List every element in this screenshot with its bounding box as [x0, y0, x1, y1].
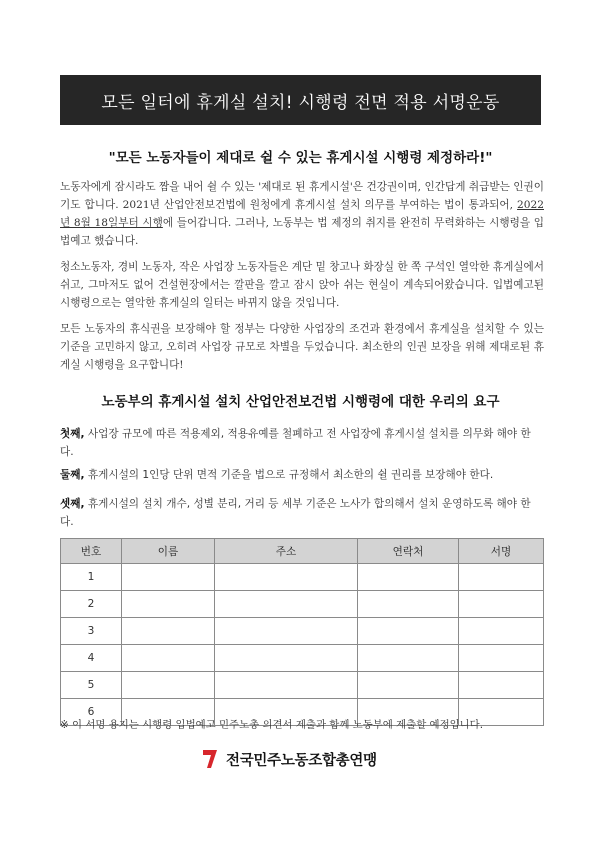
signature-table — [60, 538, 544, 726]
name-cell[interactable] — [122, 672, 215, 699]
table-row — [61, 672, 544, 699]
intro-paragraph-3: 모든 노동자의 휴식권을 보장해야 할 정부는 다양한 사업장의 조건과 환경에서 휴게실을 설치할 수 있는 기준을 고민하지 않고, 오히려 사업장 규모로 차별을 두었습니다. 최소한의 인권 보장을 위해 제대로된 휴게실 시행령을 요구합니다! — [60, 323, 544, 371]
address-cell[interactable] — [215, 645, 358, 672]
demand-label: 둘째, — [60, 469, 85, 481]
intro-paragraph-2: 청소노동자, 경비 노동자, 작은 사업장 노동자들은 계단 밑 창고나 화장실 한 쪽 구석인 열악한 휴게실에서 쉬고, 그마저도 없어 건설현장에서는 깔판을 깔고 잠시 앉아 쉬는 현실이 계속되어왔습니다. 입법예고된 시행령으로는 열악한 휴게실의 일터는 바뀌지 않을 것입니다. — [60, 261, 544, 309]
demand-label: 셋째, — [60, 498, 85, 510]
name-cell[interactable] — [122, 564, 215, 591]
row-number: 5 — [61, 672, 122, 699]
demand-label: 첫째, — [60, 428, 85, 440]
subtitle: "모든 노동자들이 제대로 쉴 수 있는 휴게시설 시행령 제정하라!" — [108, 150, 493, 166]
table-header-row — [61, 539, 544, 564]
contact-cell[interactable] — [358, 645, 459, 672]
demands-heading: 노동부의 휴게시설 설치 산업안전보건법 시행령에 대한 우리의 요구 — [101, 394, 500, 410]
contact-cell[interactable] — [358, 672, 459, 699]
col-header-name: 이름 — [122, 539, 215, 564]
signature-cell[interactable] — [459, 591, 544, 618]
table-row — [61, 564, 544, 591]
address-cell[interactable] — [215, 591, 358, 618]
contact-cell[interactable] — [358, 564, 459, 591]
row-number: 4 — [61, 645, 122, 672]
demand-item-3 — [60, 495, 544, 531]
address-cell[interactable] — [215, 564, 358, 591]
kctu-logo-icon — [200, 748, 220, 770]
row-number: 6 — [61, 699, 122, 726]
signature-cell[interactable] — [459, 672, 544, 699]
logo-mark — [203, 750, 217, 768]
footnote: ※ 이 서명 용지는 시행령 입법예고 민주노총 의견서 제출과 함께 노동부에 제출할 예정입니다. — [60, 719, 484, 731]
address-cell[interactable] — [215, 618, 358, 645]
name-cell[interactable] — [122, 645, 215, 672]
row-number: 2 — [61, 591, 122, 618]
intro-p1-end: 에 들어갑니다. 그러나, 노동부는 법 제정의 취지를 완전히 무력화하는 시행령을 입법예고 했습니다. — [60, 217, 544, 247]
contact-cell[interactable] — [358, 618, 459, 645]
demand-item-1 — [60, 425, 544, 461]
intro-p1-date: 2022년 8월 18일부터 시행 — [60, 199, 544, 229]
col-header-address: 주소 — [215, 539, 358, 564]
table-row — [61, 645, 544, 672]
demand-text: 사업장 규모에 따른 적용제외, 적용유예를 철폐하고 전 사업장에 휴게시설 설치를 의무화 해야 한다. — [60, 428, 531, 458]
kctu-logo — [200, 748, 377, 770]
name-cell[interactable] — [122, 591, 215, 618]
contact-cell[interactable] — [358, 591, 459, 618]
col-header-signature: 서명 — [459, 539, 544, 564]
row-number: 1 — [61, 564, 122, 591]
logo-text: 전국민주노동조합총연맹 — [226, 752, 377, 769]
row-number: 3 — [61, 618, 122, 645]
address-cell[interactable] — [215, 672, 358, 699]
banner — [60, 75, 541, 125]
table-row — [61, 618, 544, 645]
signature-cell[interactable] — [459, 564, 544, 591]
col-header-number: 번호 — [61, 539, 122, 564]
signature-cell[interactable] — [459, 645, 544, 672]
intro-p1-start: 노동자에게 잠시라도 짬을 내어 쉴 수 있는 '제대로 된 휴게시설'은 건강권이며, 인간답게 취급받는 인권이기도 합니다. 2021년 산업안전보건법에 원청에게 휴게시설 설치 의무를 부여하는 법이 통과되어, — [60, 181, 544, 211]
intro-paragraph-1 — [60, 178, 544, 250]
signature-cell[interactable] — [459, 618, 544, 645]
demand-text: 휴게시설의 설치 개수, 성별 분리, 거리 등 세부 기준은 노사가 합의해서 설치 운영하도록 해야 한다. — [60, 498, 531, 528]
banner-title: 모든 일터에 휴게실 설치! 시행령 전면 적용 서명운동 — [101, 92, 500, 113]
demand-text: 휴게시설의 1인당 단위 면적 기준을 법으로 규정해서 최소한의 쉴 권리를 보장해야 한다. — [84, 469, 494, 481]
table-row — [61, 591, 544, 618]
demand-item-2 — [60, 466, 544, 484]
col-header-contact: 연락처 — [358, 539, 459, 564]
name-cell[interactable] — [122, 618, 215, 645]
